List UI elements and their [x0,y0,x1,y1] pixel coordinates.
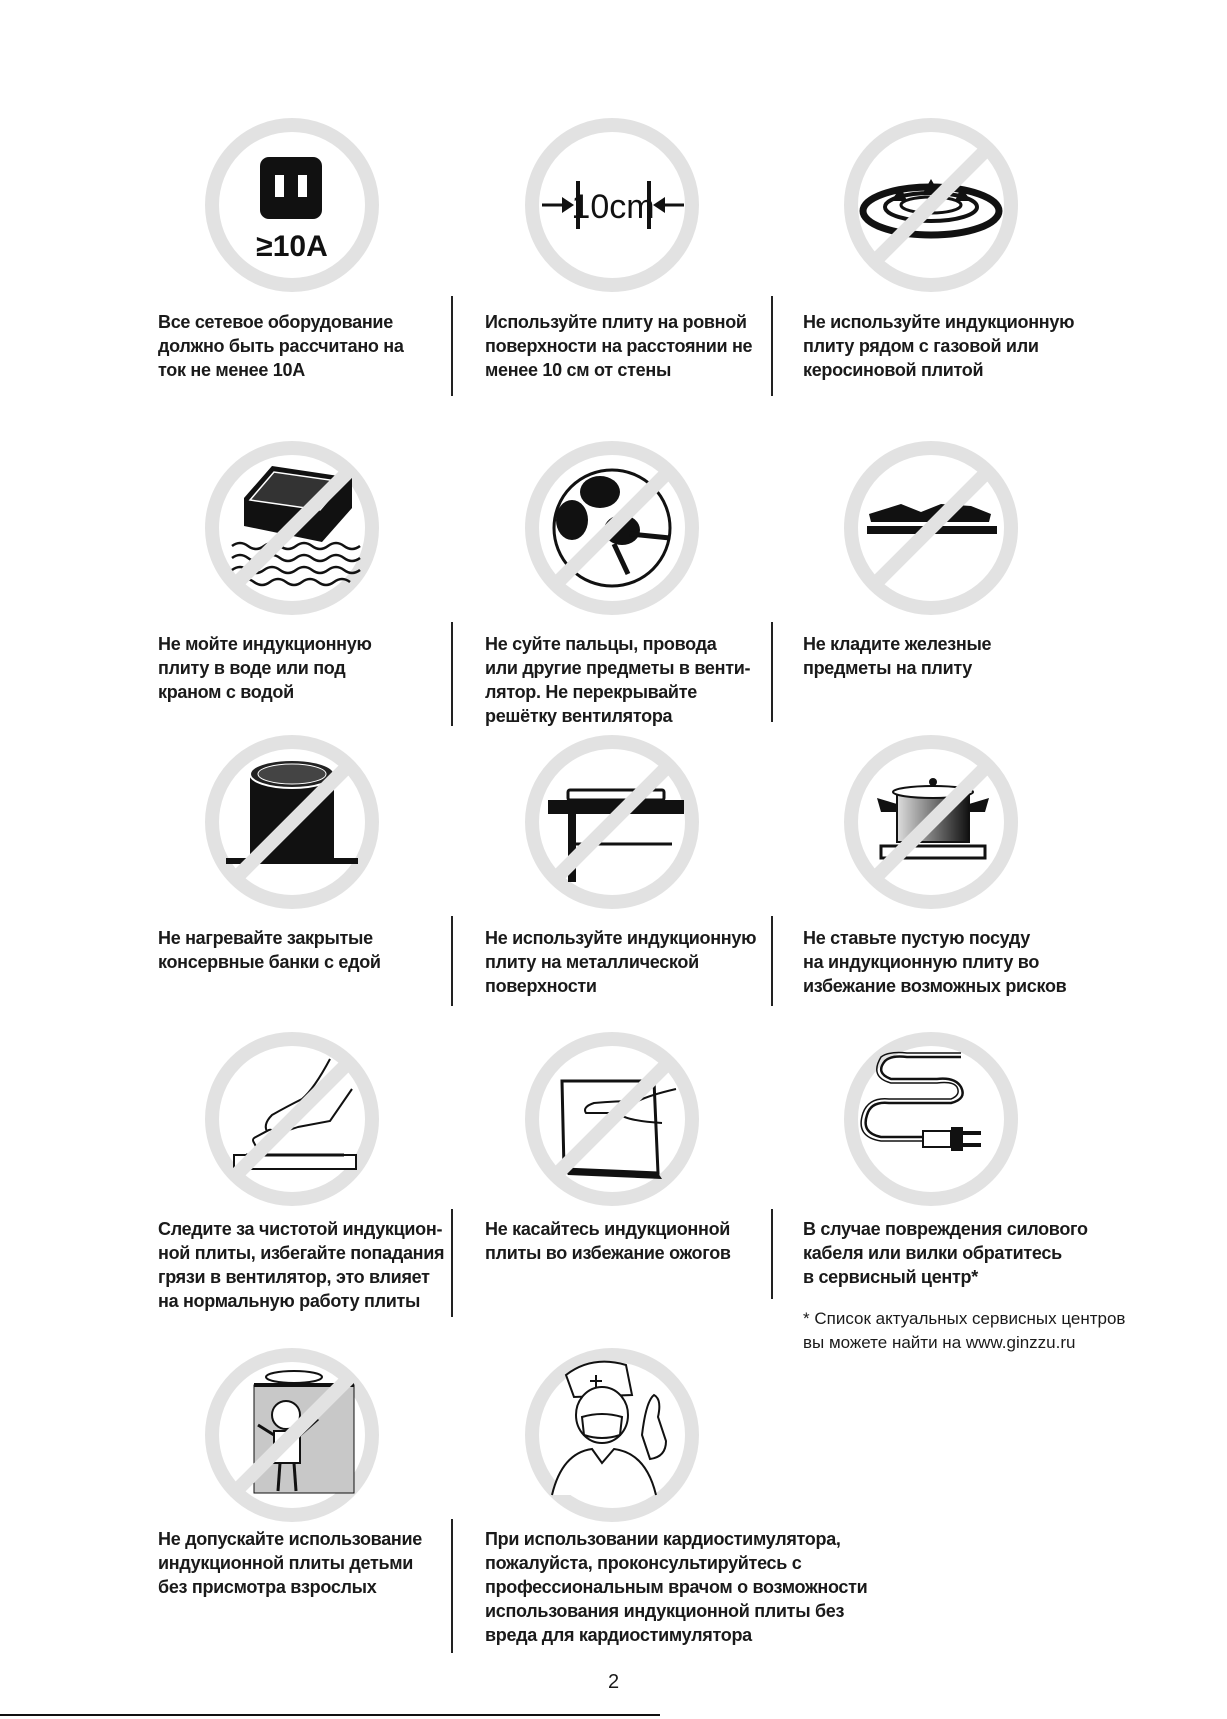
page-number: 2 [607,1671,620,1693]
divider [451,1209,453,1317]
caption-gas-stove: Не используйте индукционную плиту рядом с газовой или керосиновой плитой [803,312,1075,380]
bottom-rule [0,1714,660,1716]
children-prohibited-icon [202,1345,382,1525]
divider [451,1519,453,1653]
caption-cleanliness: Следите за чистотой индукцион- ной плиты, избегайте попадания грязи в вентилятор, это влияет на нормальную работу плиты [158,1219,445,1311]
divider [771,296,773,396]
divider [451,296,453,396]
doctor-consult-icon [522,1345,702,1525]
gas-burner-prohibited-icon [841,115,1021,295]
iron-objects-prohibited-icon [841,438,1021,618]
caption-empty-pot: Не ставьте пустую посуду на индукционную плиту во избежание возможных рисков [803,928,1067,996]
service-center-footnote: * Список актуальных сервисных центров вы можете найти на www.ginzzu.ru [803,1309,1126,1352]
wall-distance-icon [522,115,702,295]
divider [771,1209,773,1299]
caption-iron-objects: Не кладите железные предметы на плиту [803,634,992,678]
caption-power-rating: Все сетевое оборудование должно быть рассчитано на ток не менее 10А [158,312,404,380]
caption-fan-safety: Не суйте пальцы, провода или другие предметы в венти- лятор. Не перекрывайте решётку вентилятора [485,634,751,726]
caption-children: Не допускайте использование индукционной плиты детьми без присмотра взрослых [158,1529,422,1597]
divider [771,622,773,722]
divider [451,622,453,726]
caption-service-center: В случае повреждения силового кабеля или вилки обратитесь в сервисный центр* [803,1219,1088,1287]
damaged-cable-icon [841,1029,1021,1209]
caption-wall-distance: Используйте плиту на ровной поверхности на расстоянии не менее 10 см от стены [485,312,753,380]
hot-surface-prohibited-icon [522,1029,702,1209]
empty-pot-prohibited-icon [841,732,1021,912]
wash-prohibited-icon [202,438,382,618]
divider [451,916,453,1006]
outlet-10a-icon [202,115,382,295]
divider [771,916,773,1006]
caption-pacemaker: При использовании кардиостимулятора, пожалуйста, проконсультируйтесь с профессиональным врачом о возможности использования индукционной плиты без вреда для кардиостимулятора [485,1529,868,1645]
metal-surface-prohibited-icon [522,732,702,912]
distance-label: 10cm [571,188,655,226]
cleaning-icon [202,1029,382,1209]
canned-food-prohibited-icon [202,732,382,912]
caption-metal-surface: Не используйте индукционную плиту на металлической поверхности [485,928,757,996]
fan-prohibited-icon [522,438,702,618]
caption-no-touch: Не касайтесь индукционной плиты во избежание ожогов [485,1219,731,1263]
caption-canned-food: Не нагревайте закрытые консервные банки с едой [158,928,381,972]
caption-no-washing: Не мойте индукционную плиту в воде или под краном с водой [158,634,372,702]
amperage-label: ≥10A [256,230,328,263]
